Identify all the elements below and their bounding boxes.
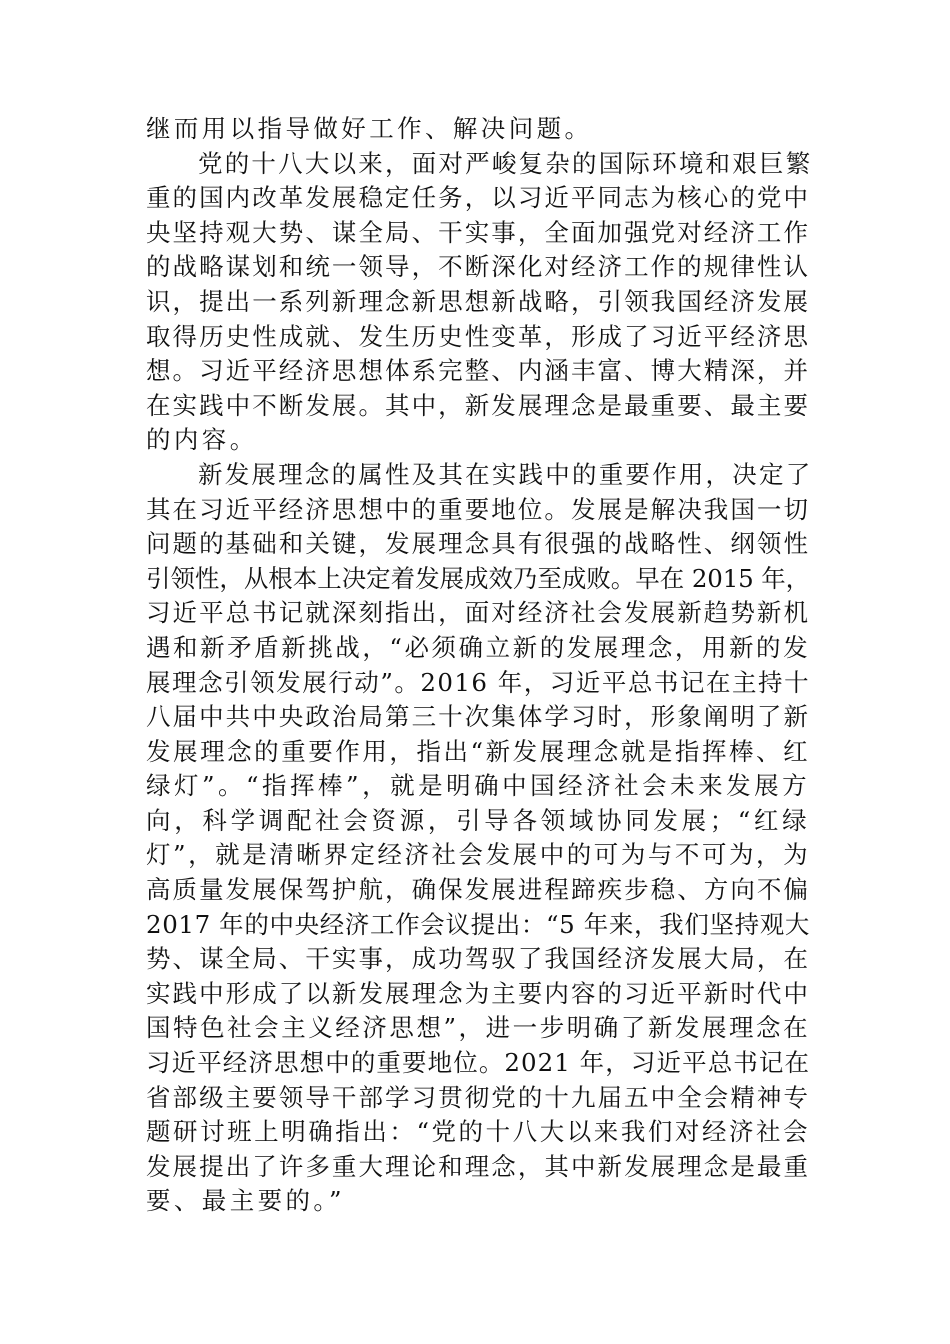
text-line: 要、最主要的。” (146, 1186, 345, 1216)
text-line: 党的十八大以来，面对严峻复杂的国际环境和艰巨繁 (198, 148, 810, 178)
text-line: 习近平总书记就深刻指出，面对经济社会发展新趋势新机 (146, 598, 810, 628)
text-line: 新发展理念的属性及其在实践中的重要作用，决定了 (198, 459, 810, 489)
text-line: 遇和新矛盾新挑战，“必须确立新的发展理念，用新的发 (146, 632, 810, 662)
text-line: 势、谋全局、干实事，成功驾驭了我国经济发展大局，在 (146, 944, 810, 974)
text-line: 想。习近平经济思想体系完整、内涵丰富、博大精深，并 (146, 356, 810, 386)
text-line: 八届中共中央政治局第三十次集体学习时，形象阐明了新 (146, 702, 810, 732)
text-line: 的内容。 (146, 425, 258, 455)
text-line: 的战略谋划和统一领导，不断深化对经济工作的规律性认 (146, 252, 810, 282)
document-page (146, 112, 810, 1219)
text-line: 引领性，从根本上决定着发展成效乃至成败。早在 2015 年， (146, 563, 810, 593)
paragraph-new-development-concept (146, 458, 810, 1219)
text-line: 向，科学调配社会资源，引导各领域协同发展；“红绿 (146, 805, 810, 835)
text-line: 灯”，就是清晰界定经济社会发展中的可为与不可为，为 (146, 840, 810, 870)
text-line: 展理念引领发展行动”。2016 年，习近平总书记在主持十 (146, 667, 810, 697)
text-line: 2017 年的中央经济工作会议提出：“5 年来，我们坚持观大 (146, 909, 810, 939)
text-line: 国特色社会主义经济思想”，进一步明确了新发展理念在 (146, 1013, 810, 1043)
text-line: 在实践中不断发展。其中，新发展理念是最重要、最主要 (146, 390, 810, 420)
text-line: 其在习近平经济思想中的重要地位。发展是解决我国一切 (146, 494, 810, 524)
text-line: 习近平经济思想中的重要地位。2021 年，习近平总书记在 (146, 1048, 810, 1078)
text-line: 识，提出一系列新理念新思想新战略，引领我国经济发展 (146, 286, 810, 316)
text-line: 发展理念的重要作用，指出“新发展理念就是指挥棒、红 (146, 736, 810, 766)
text-line: 省部级主要领导干部学习贯彻党的十九届五中全会精神专 (146, 1082, 810, 1112)
text-line: 问题的基础和关键，发展理念具有很强的战略性、纲领性 (146, 529, 810, 559)
text-line: 央坚持观大势、谋全局、干实事，全面加强党对经济工作 (146, 217, 810, 247)
text-line: 重的国内改革发展稳定任务，以习近平同志为核心的党中 (146, 183, 810, 213)
paragraph-party-congress (146, 147, 810, 458)
text-line: 继而用以指导做好工作、解决问题。 (146, 114, 593, 143)
text-line: 题研讨班上明确指出：“党的十八大以来我们对经济社会 (146, 1117, 810, 1147)
text-line: 绿灯”。“指挥棒”，就是明确中国经济社会未来发展方 (146, 771, 810, 801)
text-line: 高质量发展保驾护航，确保发展进程蹄疾步稳、方向不偏 (146, 875, 810, 905)
text-line: 取得历史性成就、发生历史性变革，形成了习近平经济思 (146, 321, 810, 351)
text-line: 实践中形成了以新发展理念为主要内容的习近平新时代中 (146, 978, 810, 1008)
paragraph-continuation (146, 112, 810, 147)
text-line: 发展提出了许多重大理论和理念，其中新发展理念是最重 (146, 1151, 810, 1181)
